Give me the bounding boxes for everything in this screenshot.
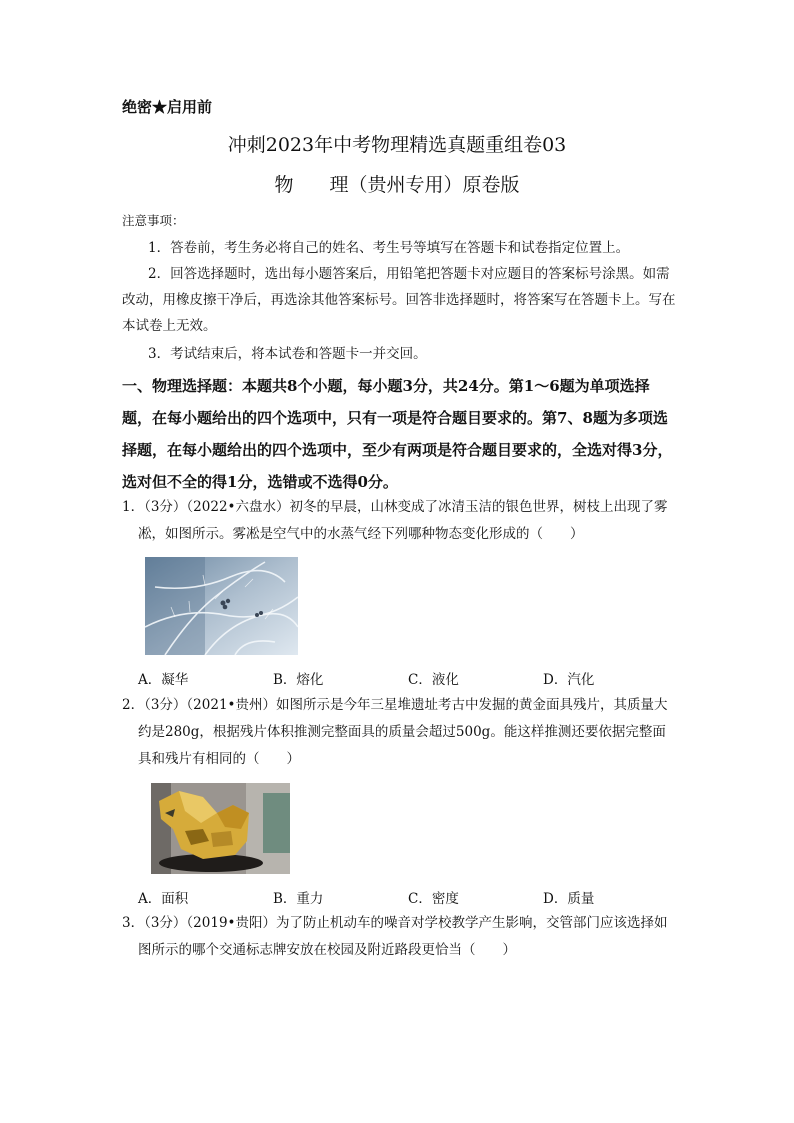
question-2-options xyxy=(138,887,678,907)
notice-item-2: 2．回答选择题时，选出每小题答案后，用铅笔把答题卡对应题目的答案标号涂黑。如需改动，用橡皮擦干净后，再选涂其他答案标号。回答非选择题时，将答案写在答题卡上。写在本试卷上无效。 xyxy=(122,266,676,334)
secret-label: 绝密★启用前 xyxy=(122,98,213,116)
exam-title: 冲刺2023年中考物理精选真题重组卷03 xyxy=(227,134,567,156)
option-a[interactable]: A．凝华 xyxy=(138,672,189,688)
subtitle-rest: 理（贵州专用）原卷版 xyxy=(329,174,520,196)
question-1-text: 1．（3分）（2022•六盘水）初冬的早晨，山林变成了冰清玉洁的银色世界，树枝上出现了雾凇，如图所示。雾凇是空气中的水蒸气经下列哪种物态变化形成的（ ） xyxy=(122,499,668,542)
option-d[interactable]: D．汽化 xyxy=(543,672,595,688)
option-c[interactable]: C．密度 xyxy=(408,891,459,907)
exam-subtitle xyxy=(0,170,794,197)
section-instructions: 一、物理选择题：本题共8个小题，每小题3分，共24分。第1～6题为单项选择题，在每小题给出的四个选项中，只有一项是符合题目要求的。第7、8题为多项选择题，在每小题给出的四个选项中，至少有两项是符合题目要求的，全选对得3分，选对但不全的得1分，选错或不选得0分。 xyxy=(122,377,673,491)
notice-item-3: 3．考试结束后，将本试卷和答题卡一并交回。 xyxy=(148,346,427,362)
notice-heading: 注意事项： xyxy=(122,213,185,228)
question-1-options xyxy=(138,668,678,688)
question-2-text: 2．（3分）（2021•贵州）如图所示是今年三星堆遗址考古中发掘的黄金面具残片，其质量大约是280g，根据残片体积推测完整面具的质量会超过500g。能这样推测还要依据完整面具和残片有相同的（ ） xyxy=(122,697,668,767)
option-d[interactable]: D．质量 xyxy=(543,891,595,907)
option-b[interactable]: B．熔化 xyxy=(273,672,324,688)
frost-tree-photo xyxy=(145,557,298,655)
option-c[interactable]: C．液化 xyxy=(408,672,459,688)
question-2 xyxy=(122,692,678,773)
option-a[interactable]: A．面积 xyxy=(138,891,189,907)
question-1 xyxy=(122,494,678,548)
gold-mask-image xyxy=(151,783,290,874)
option-b[interactable]: B．重力 xyxy=(273,891,324,907)
frost-tree-image xyxy=(145,557,298,655)
gold-mask-photo xyxy=(151,783,290,874)
question-3-text: 3．（3分）（2019•贵阳）为了防止机动车的噪音对学校教学产生影响，交管部门应该选择如图所示的哪个交通标志牌安放在校园及附近路段更恰当（ ） xyxy=(122,915,668,958)
subtitle-subject-char: 物 xyxy=(274,174,294,196)
notice-item-1: 1．答卷前，考生务必将自己的姓名、考生号等填写在答题卡和试卷指定位置上。 xyxy=(148,240,630,256)
question-3 xyxy=(122,910,678,964)
